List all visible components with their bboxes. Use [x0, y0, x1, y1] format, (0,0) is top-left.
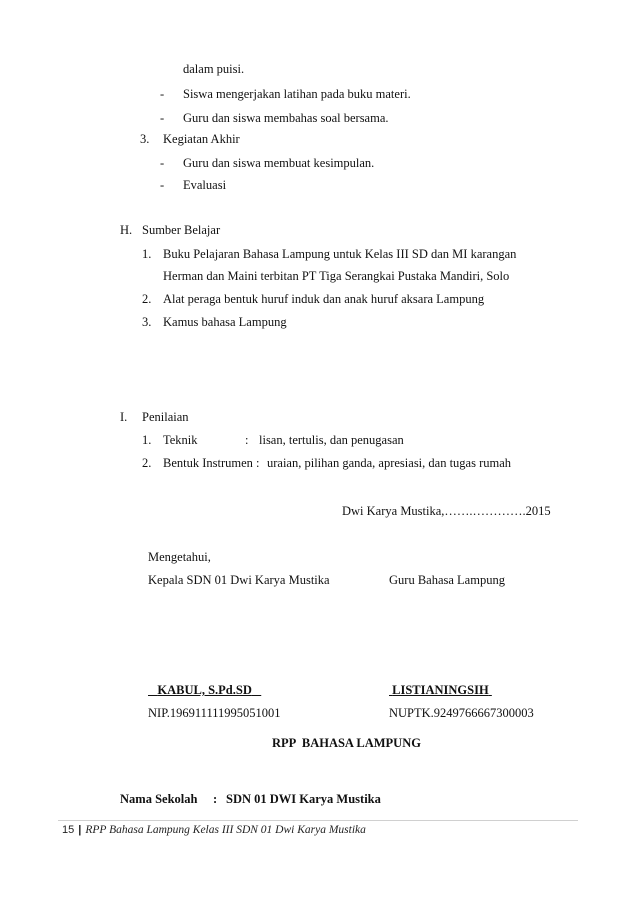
place-date: Dwi Karya Mustika,…….………….2015: [342, 504, 551, 518]
sumber-item-text-continued: Herman dan Maini terbitan PT Tiga Serangkai Pustaka Mandiri, Solo: [163, 269, 510, 283]
sumber-item-number: 1.: [142, 247, 152, 261]
mengetahui-text: Mengetahui,: [148, 550, 211, 564]
footer-title: RPP Bahasa Lampung Kelas III SDN 01 Dwi Karya Mustika: [85, 824, 366, 836]
sumber-item-text: Alat peraga bentuk huruf induk dan anak huruf aksara Lampung: [163, 292, 485, 306]
kegiatan-akhir-title: Kegiatan Akhir: [163, 132, 240, 146]
teacher-role: Guru Bahasa Lampung: [389, 573, 505, 587]
sumber-item-number: 3.: [142, 315, 152, 329]
sumber-item-number: 2.: [142, 292, 152, 306]
sumber-belajar-title: Sumber Belajar: [142, 223, 221, 237]
sumber-item-text: Buku Pelajaran Bahasa Lampung untuk Kelas III SD dan MI karangan: [163, 247, 517, 261]
nama-sekolah-label: Nama Sekolah: [120, 792, 198, 806]
principal-role: Kepala SDN 01 Dwi Karya Mustika: [148, 573, 330, 587]
kegiatan-akhir-item: Guru dan siswa membuat kesimpulan.: [183, 156, 375, 170]
nama-sekolah-colon: :: [213, 792, 218, 806]
principal-name: KABUL, S.Pd.SD: [157, 683, 252, 697]
penilaian-row-value: lisan, tertulis, dan penugasan: [259, 433, 404, 447]
page-number: 15: [62, 824, 75, 836]
penilaian-row-label: Teknik: [163, 433, 198, 447]
sumber-belajar-letter: H.: [120, 223, 133, 237]
penilaian-row-label: Bentuk Instrumen: [163, 456, 253, 470]
sumber-item-text: Kamus bahasa Lampung: [163, 315, 287, 329]
penilaian-row-colon: :: [256, 456, 260, 470]
inti-item: Siswa mengerjakan latihan pada buku materi.: [183, 87, 411, 101]
penilaian-row-colon: :: [245, 433, 249, 447]
penilaian-letter: I.: [120, 410, 128, 424]
footer-separator: |: [78, 824, 82, 836]
next-rpp-title: RPP BAHASA LAMPUNG: [272, 736, 421, 750]
principal-nip: NIP.196911111995051001: [148, 706, 281, 720]
penilaian-title: Penilaian: [142, 410, 189, 424]
teacher-nuptk: NUPTK.9249766667300003: [389, 706, 534, 720]
nama-sekolah-value: SDN 01 DWI Karya Mustika: [226, 792, 381, 806]
penilaian-row-value: uraian, pilihan ganda, apresiasi, dan tugas rumah: [267, 456, 512, 470]
continuation-text: dalam puisi.: [183, 62, 245, 76]
inti-item: Guru dan siswa membahas soal bersama.: [183, 111, 389, 125]
dash-bullet: -: [160, 111, 165, 125]
footer-divider: [58, 820, 578, 821]
kegiatan-akhir-number: 3.: [140, 132, 150, 146]
teacher-name: LISTIANINGSIH: [392, 683, 489, 697]
page-footer: [62, 823, 366, 837]
kegiatan-akhir-item: Evaluasi: [183, 178, 227, 192]
dash-bullet: -: [160, 178, 165, 192]
dash-bullet: -: [160, 156, 165, 170]
dash-bullet: -: [160, 87, 165, 101]
penilaian-row-number: 1.: [142, 433, 152, 447]
penilaian-row-number: 2.: [142, 456, 152, 470]
